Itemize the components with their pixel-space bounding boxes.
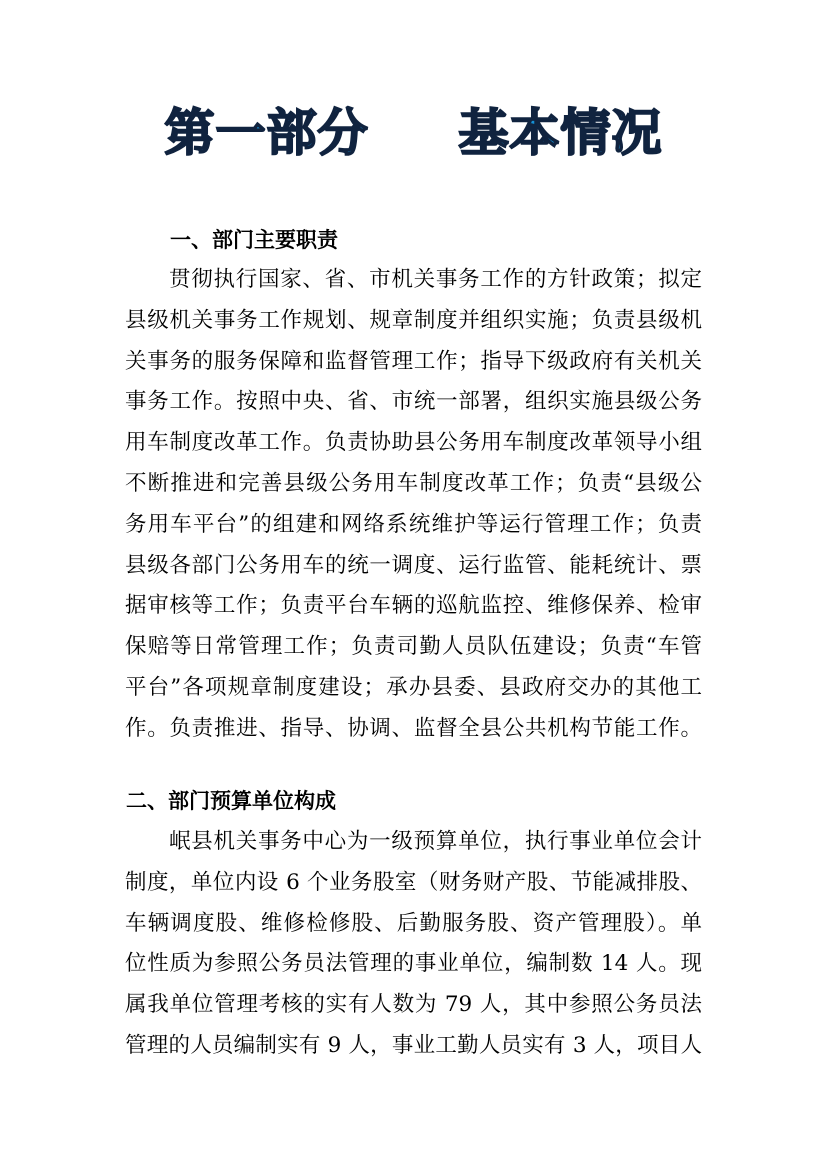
paragraph-line: 制度，单位内设 6 个业务股室（财务财产股、节能减排股、 <box>125 869 702 895</box>
paragraph-line: 岷县机关事务中心为一级预算单位，执行事业单位会计 <box>169 829 702 854</box>
section-paragraph-duties <box>125 260 702 750</box>
paragraph-line: 关事务的服务保障和监督管理工作；指导下级政府有关机关 <box>125 348 702 374</box>
paragraph-line: 不断推进和完善县级公务用车制度改革工作；负责“县级公 <box>125 470 702 496</box>
section-paragraph-budget-units <box>125 822 702 1067</box>
paragraph-line: 据审核等工作；负责平台车辆的巡航监控、维修保养、检审 <box>125 593 702 619</box>
paragraph-line: 县级各部门公务用车的统一调度、运行监管、能耗统计、票 <box>125 552 702 578</box>
paragraph-line: 务用车平台”的组建和网络系统维护等运行管理工作；负责 <box>125 511 702 537</box>
paragraph-line: 用车制度改革工作。负责协助县公务用车制度改革领导小组 <box>125 430 702 456</box>
page-title <box>0 96 827 170</box>
paragraph-line: 属我单位管理考核的实有人数为 79 人，其中参照公务员法 <box>125 992 702 1018</box>
title-part: 第一部分 <box>164 103 369 162</box>
paragraph-line: 位性质为参照公务员法管理的事业单位，编制数 14 人。现 <box>125 951 702 977</box>
paragraph-line: 事务工作。按照中央、省、市统一部署，组织实施县级公务 <box>125 389 702 415</box>
paragraph-line: 保赔等日常管理工作；负责司勤人员队伍建设；负责“车管 <box>125 634 702 660</box>
title-name: 基本情况 <box>458 103 663 162</box>
paragraph-line: 管理的人员编制实有 9 人，事业工勤人员实有 3 人，项目人 <box>125 1032 702 1058</box>
paragraph-line: 贯彻执行国家、省、市机关事务工作的方针政策；拟定 <box>169 267 702 292</box>
paragraph-line: 车辆调度股、维修检修股、后勤服务股、资产管理股）。单 <box>125 910 702 936</box>
paragraph-line: 平台”各项规章制度建设；承办县委、县政府交办的其他工 <box>125 674 702 700</box>
paragraph-line: 县级机关事务工作规划、规章制度并组织实施；负责县级机 <box>125 307 702 333</box>
section-heading-duties: 一、部门主要职责 <box>170 228 338 252</box>
paragraph-line: 作。负责推进、指导、协调、监督全县公共机构节能工作。 <box>125 715 702 741</box>
section-heading-budget-units: 二、部门预算单位构成 <box>126 789 336 813</box>
